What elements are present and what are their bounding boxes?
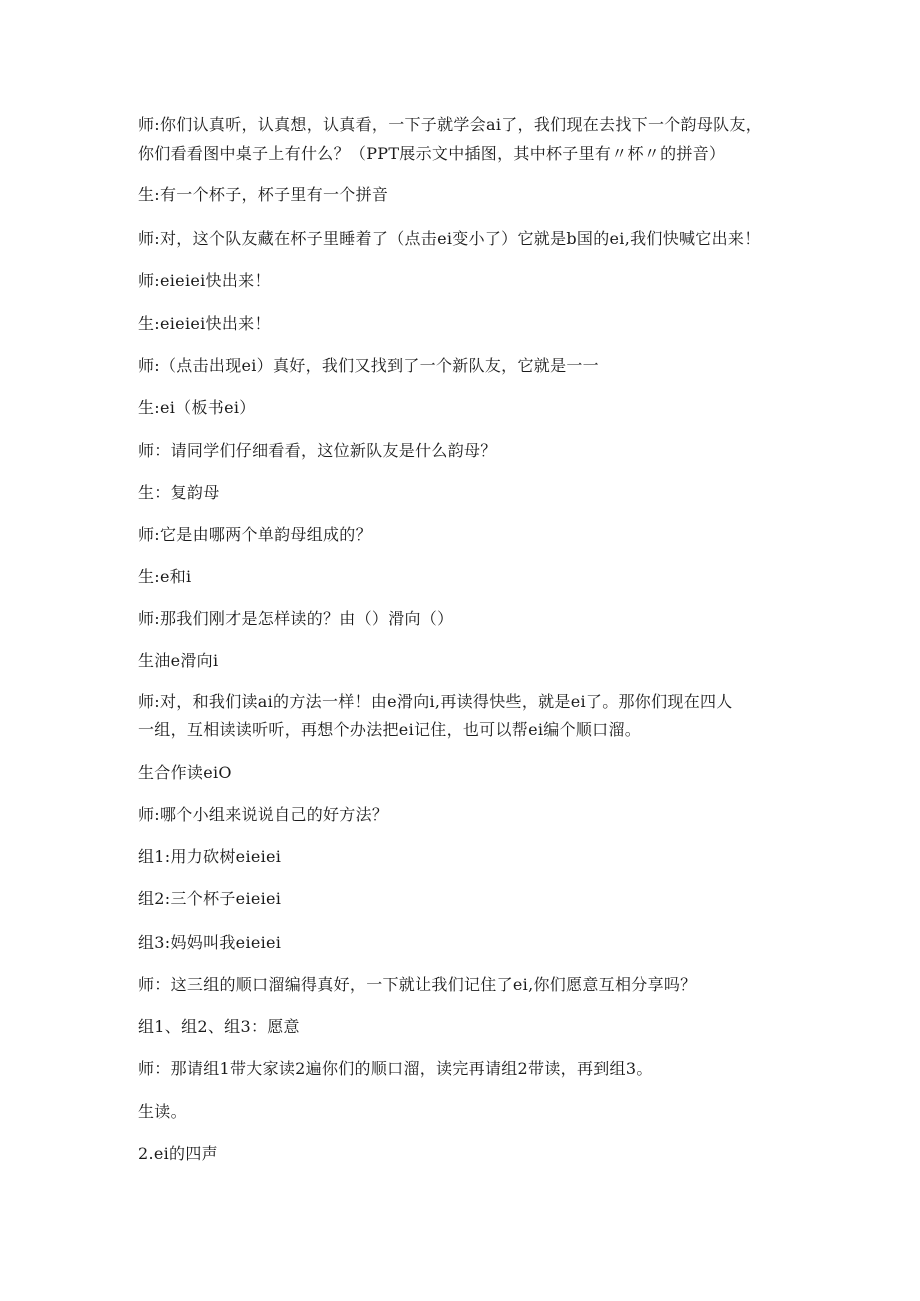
paragraph-teacher-which-two: 师:它是由哪两个单韵母组成的？ [138,525,372,544]
paragraph-groups-agree: 组1、组2、组3：愿意 [138,1017,300,1036]
paragraph-teacher-new-friend: 师:（点击出现ei）真好，我们又找到了一个新队友，它就是一一 [138,356,599,375]
paragraph-teacher-lead-read: 师：那请组1带大家读2遍你们的顺口溜，读完再请组2带读，再到组3。 [138,1059,653,1078]
paragraph-group1: 组1:用力砍树eieiei [138,847,282,866]
paragraph-teacher-praise: 师：这三组的顺口溜编得真好，一下就让我们记住了ei,你们愿意互相分享吗？ [138,975,697,994]
paragraph-teacher-which-group: 师:哪个小组来说说自己的好方法？ [138,805,389,824]
paragraph-group3: 组3:妈妈叫我eieiei [138,933,282,952]
paragraph-teacher-hidden-friend: 师:对，这个队友藏在杯子里睡着了（点击ei变小了）它就是b国的ei,我们快喊它出来！ [138,229,761,248]
paragraph-teacher-call: 师:eieiei快出来！ [138,271,271,290]
paragraph-teacher-group-line1: 师:对，和我们读ai的方法一样！由e滑向i,再读得快些，就是ei了。那你们现在四人 [138,692,733,711]
paragraph-teacher-how-read: 师:那我们刚才是怎样读的？由（）滑向（） [138,609,454,628]
paragraph-teacher-intro-line1: 师:你们认真听，认真想，认真看，一下子就学会ai了，我们现在去找下一个韵母队友， [138,115,763,134]
paragraph-student-slide: 生油e滑向i [138,651,219,670]
paragraph-student-call: 生:eieiei快出来！ [138,314,271,333]
paragraph-student-compound: 生：复韵母 [138,483,220,502]
section-heading-four-tones: 2.ei的四声 [138,1144,218,1163]
paragraph-student-e-and-i: 生:e和i [138,567,192,586]
paragraph-student-cup: 生:有一个杯子，杯子里有一个拼音 [138,185,389,204]
paragraph-teacher-intro-line2: 你们看看图中桌子上有什么？（PPT展示文中插图，其中杯子里有〃杯〃的拼音） [138,144,726,163]
paragraph-group2: 组2:三个杯子eieiei [138,889,282,908]
paragraph-student-ei: 生:ei（板书ei） [138,398,256,417]
paragraph-teacher-group-line2: 一组，互相读读听听，再想个办法把ei记住，也可以帮ei编个顺口溜。 [138,720,642,739]
paragraph-teacher-question-type: 师：请同学们仔细看看，这位新队友是什么韵母？ [138,441,497,460]
paragraph-student-cooperate: 生合作读eiO [138,763,232,782]
paragraph-student-read: 生读。 [138,1102,187,1121]
